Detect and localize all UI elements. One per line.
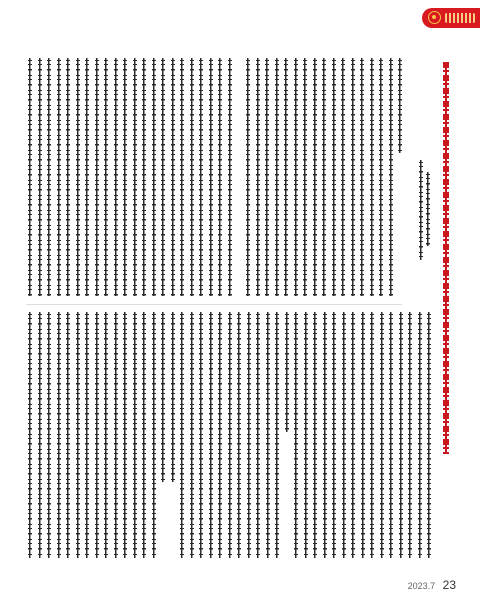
text-column (266, 312, 270, 558)
text-column (418, 312, 422, 558)
text-column (190, 58, 194, 296)
text-column (265, 58, 269, 296)
text-column (247, 312, 251, 558)
text-column (104, 312, 108, 558)
text-column (294, 58, 298, 296)
text-column (76, 312, 80, 558)
text-column (351, 312, 355, 558)
text-column (114, 58, 118, 296)
text-column (161, 312, 165, 482)
text-column (171, 58, 175, 296)
text-column (209, 312, 213, 558)
text-column (142, 58, 146, 296)
text-column (123, 58, 127, 296)
issue-date: 2023.7 (407, 581, 436, 591)
section-tab (422, 8, 480, 28)
text-column (360, 58, 364, 296)
text-column (389, 312, 393, 558)
text-column (427, 312, 431, 558)
text-column (142, 312, 146, 558)
text-column (380, 312, 384, 558)
section-logo (445, 13, 475, 23)
text-column (313, 58, 317, 296)
author-byline (417, 160, 433, 260)
text-column (161, 58, 165, 296)
article-title (443, 62, 449, 454)
text-column (28, 312, 32, 558)
text-column (304, 312, 308, 558)
text-column (322, 58, 326, 296)
text-column (228, 58, 232, 296)
text-column (218, 312, 222, 558)
text-column (218, 58, 222, 296)
text-column (171, 312, 175, 482)
byline-line (426, 172, 430, 246)
page-footer (408, 576, 456, 594)
text-column (47, 312, 51, 558)
text-column (114, 312, 118, 558)
text-column (180, 312, 184, 558)
text-column (398, 58, 402, 153)
text-column (190, 312, 194, 558)
text-column (361, 312, 365, 558)
text-column (370, 312, 374, 558)
text-column (104, 58, 108, 296)
text-column (294, 312, 298, 558)
emblem-icon (428, 11, 441, 24)
byline-line (419, 160, 423, 260)
text-column (351, 58, 355, 296)
text-column (38, 58, 42, 296)
text-column (246, 58, 250, 296)
text-column (85, 58, 89, 296)
text-column (47, 58, 51, 296)
text-column (180, 58, 184, 296)
text-column (275, 312, 279, 558)
text-column (313, 312, 317, 558)
text-column (152, 312, 156, 558)
text-column (38, 312, 42, 558)
text-column (399, 312, 403, 558)
text-column (228, 312, 232, 558)
text-column (332, 312, 336, 558)
text-column (66, 312, 70, 558)
text-column (85, 312, 89, 558)
text-column (199, 312, 203, 558)
text-column (66, 58, 70, 296)
text-column (285, 312, 289, 432)
text-column (133, 312, 137, 558)
text-column (342, 312, 346, 558)
text-column (408, 312, 412, 558)
text-column (57, 312, 61, 558)
text-column (370, 58, 374, 296)
text-column (237, 312, 241, 558)
text-column (209, 58, 213, 296)
text-column (323, 312, 327, 558)
text-column (95, 312, 99, 558)
text-column (275, 58, 279, 296)
text-column (57, 58, 61, 296)
text-column (133, 58, 137, 296)
text-column (341, 58, 345, 296)
text-column (256, 58, 260, 296)
text-column (76, 58, 80, 296)
text-column (303, 58, 307, 296)
text-column (199, 58, 203, 296)
text-column (28, 58, 32, 296)
text-column (284, 58, 288, 296)
text-column (123, 312, 127, 558)
text-column (379, 58, 383, 296)
text-column (152, 58, 156, 296)
text-column (256, 312, 260, 558)
text-column (95, 58, 99, 296)
text-column (332, 58, 336, 296)
page-number: 23 (442, 578, 456, 592)
text-column (389, 58, 393, 296)
block-divider (26, 304, 402, 305)
